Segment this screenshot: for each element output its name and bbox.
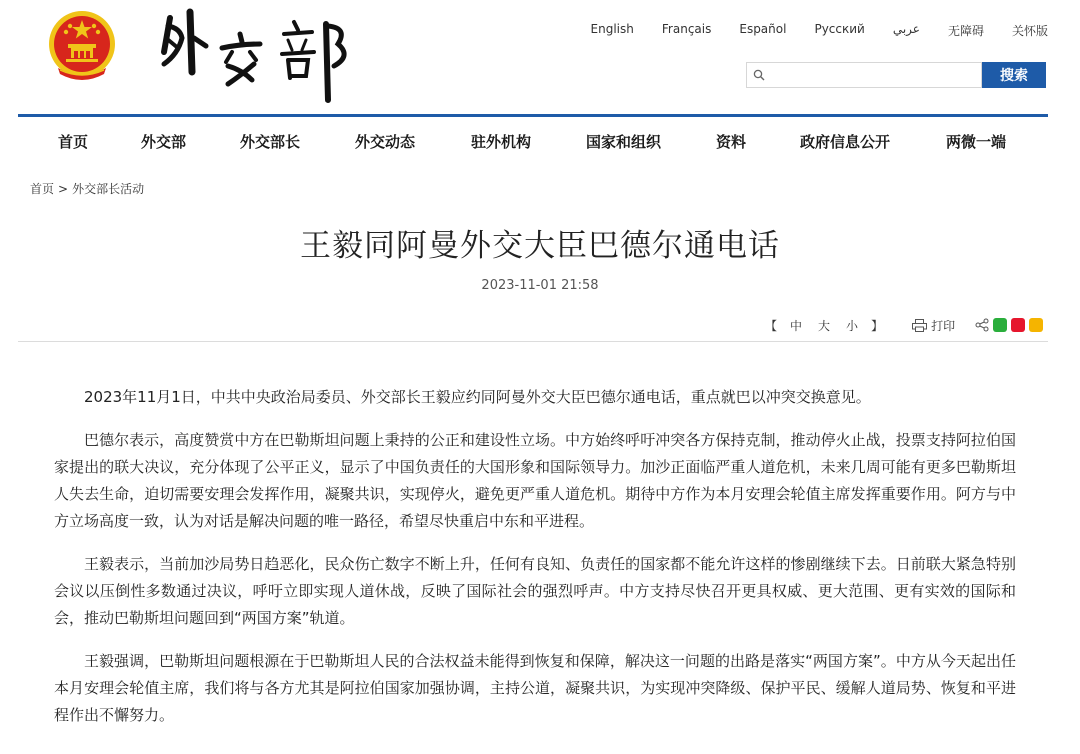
search-bar	[746, 62, 1048, 88]
nav-item-countries-orgs[interactable]: 国家和组织	[586, 133, 662, 151]
print-button[interactable]	[912, 317, 955, 334]
search-input[interactable]	[747, 63, 981, 87]
font-size-bracket-close: 】	[871, 318, 884, 333]
nav-item-diplomatic-news[interactable]: 外交动态	[355, 133, 416, 151]
lang-spanish-link[interactable]: Español	[739, 22, 787, 36]
breadcrumb-separator: >	[58, 182, 69, 196]
article-body	[54, 384, 1016, 745]
lang-french-link[interactable]: Français	[661, 22, 712, 36]
weibo-icon[interactable]	[1011, 318, 1025, 332]
nav-item-resources[interactable]: 资料	[716, 133, 747, 151]
print-label: 打印	[931, 318, 956, 333]
font-size-medium-button[interactable]: 大	[818, 318, 831, 333]
breadcrumb-home-link[interactable]: 首页	[30, 182, 55, 196]
qzone-icon[interactable]	[1029, 318, 1043, 332]
lang-arabic-link[interactable]: عربي	[892, 22, 920, 36]
nav-item-home[interactable]: 首页	[58, 133, 89, 151]
wechat-icon[interactable]	[993, 318, 1007, 332]
article-paragraph: 2023年11月1日，中共中央政治局委员、外交部长王毅应约同阿曼外交大臣巴德尔通电话，重点就巴以冲突交换意见。	[84, 388, 871, 406]
main-nav	[18, 114, 1048, 164]
article-paragraph: 王毅强调，巴勒斯坦问题根源在于巴勒斯坦人民的合法权益未能得到恢复和保障，解决这一问题的出路是落实“两国方案”。中方从今天起出任本月安理会轮值主席，我们将与各方尤其是阿拉伯国家加强协调，主持公道，凝聚共识，为实现冲突降级、保护平民、缓解人道局势、恢复和平进程作出不懈努力。	[54, 652, 1016, 724]
breadcrumb-current-link[interactable]: 外交部长活动	[72, 182, 145, 196]
nav-item-missions-abroad[interactable]: 驻外机构	[471, 133, 532, 151]
nav-item-gov-info[interactable]: 政府信息公开	[800, 133, 891, 151]
article-paragraph: 王毅表示，当前加沙局势日趋恶化，民众伤亡数字不断上升，任何有良知、负责任的国家都不能允许这样的惨剧继续下去。日前联大紧急特别会议以压倒性多数通过决议，呼吁立即实现人道休战，反映了国际社会的强烈呼声。中方支持尽快召开更具权威、更大范围、更有实效的国际和会，推动巴勒斯坦问题回到“两国方案”轨道。	[54, 555, 1016, 627]
site-header	[0, 0, 1080, 116]
font-size-bracket-open: 【	[765, 318, 778, 333]
nav-item-minister[interactable]: 外交部长	[240, 133, 301, 151]
article-tools	[760, 316, 1043, 334]
search-button[interactable]: 搜索	[982, 62, 1046, 88]
article-paragraph: 巴德尔表示，高度赞赏中方在巴勒斯坦问题上秉持的公正和建设性立场。中方始终呼吁冲突各方保持克制，推动停火止战，投票支持阿拉伯国家提出的联大决议，充分体现了公平正义，显示了中国负责任的大国形象和国际领导力。加沙正面临严重人道危机，未来几周可能有更多巴勒斯坦人失去生命，迫切需要安理会发挥作用，凝聚共识，实现停火，避免更严重人道危机。期待中方作为本月安理会轮值主席发挥重要作用。阿方与中方立场高度一致，认为对话是解决问题的唯一路径，希望尽快重启中东和平进程。	[54, 431, 1016, 530]
lang-russian-link[interactable]: Русский	[814, 22, 865, 36]
search-icon	[753, 69, 765, 81]
header-divider	[18, 341, 1048, 342]
care-mode-link[interactable]: 关怀版	[1011, 24, 1048, 38]
lang-english-link[interactable]: English	[590, 22, 634, 36]
share-icon[interactable]	[975, 318, 989, 332]
article-title: 王毅同阿曼外交大臣巴德尔通电话	[300, 228, 780, 264]
font-size-small-button[interactable]: 小	[846, 318, 859, 333]
breadcrumb	[30, 180, 144, 197]
font-size-control	[760, 317, 888, 334]
nav-item-new-media[interactable]: 两微一端	[946, 133, 1007, 151]
font-size-large-button[interactable]: 中	[790, 318, 803, 333]
mfa-calligraphy-logo[interactable]	[156, 4, 356, 104]
national-emblem[interactable]	[44, 8, 120, 84]
search-field-wrap	[746, 62, 982, 88]
share-bar	[975, 318, 1043, 332]
language-bar	[563, 22, 1048, 39]
article-date: 2023-11-01 21:58	[481, 278, 599, 293]
printer-icon	[912, 319, 927, 332]
accessibility-link[interactable]: 无障碍	[947, 24, 984, 38]
nav-item-ministry[interactable]: 外交部	[141, 133, 187, 151]
